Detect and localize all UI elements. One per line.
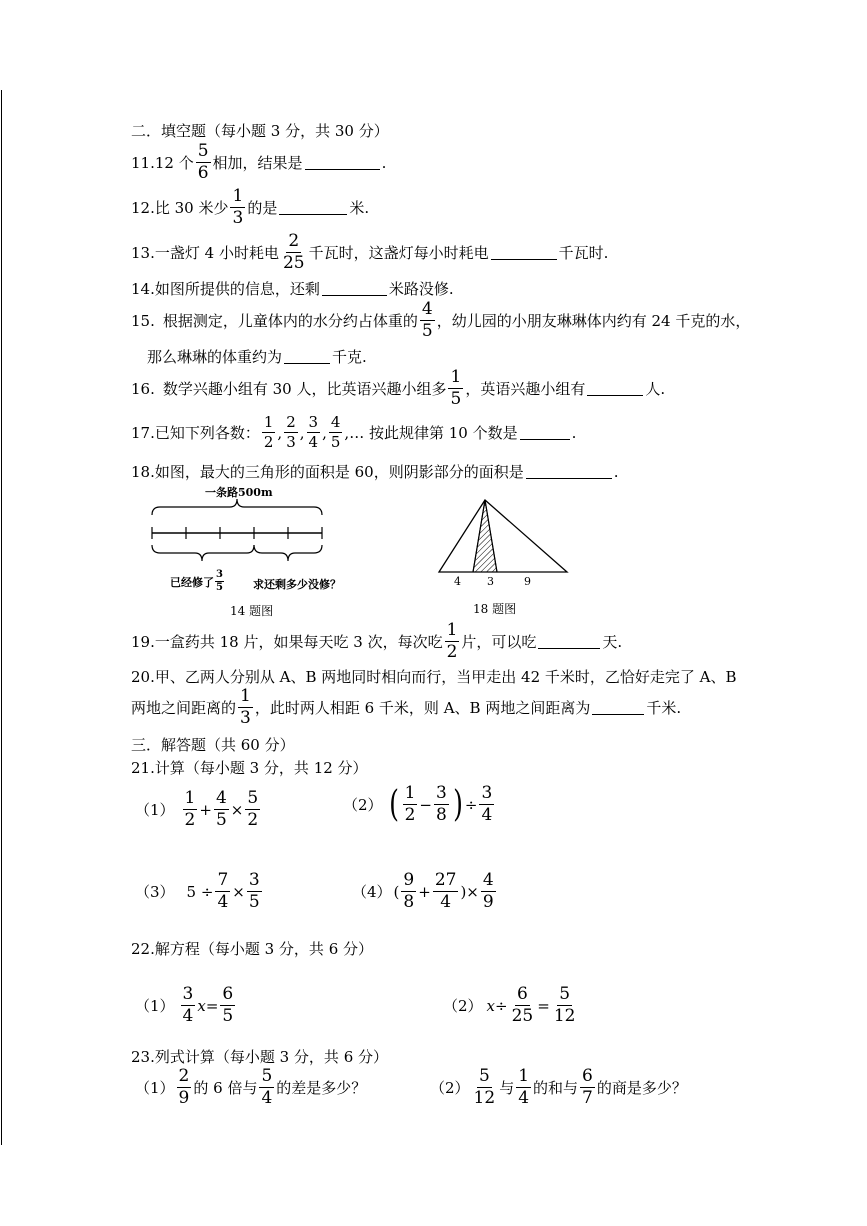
question-15-line2: 那么琳琳的体重约为 千克.: [147, 348, 367, 366]
q21-item-3: （3） 5 ÷ $\frac{7}{4}$ × $\frac{3}{5}$: [135, 870, 260, 912]
fraction: $\frac{5}{6}$: [197, 141, 209, 183]
q23-item-1: （1） $\frac{2}{9}$ 的 6 倍与 $\frac{5}{4}$ 的差是多少？: [135, 1066, 367, 1108]
answer-blank[interactable]: [587, 381, 643, 396]
fig18-caption: 18 题图: [473, 602, 517, 616]
page-left-border: [1, 90, 2, 1145]
top-brace: [152, 499, 322, 515]
question-11: 11. 12 个 $\frac{5}{6}$ 相加，结果是 .: [131, 141, 387, 183]
answer-blank[interactable]: [491, 245, 557, 260]
section2-heading: 二．填空题（每小题 3 分，共 30 分）: [131, 122, 389, 140]
question-15: 15. 根据测定，儿童体内的水分约占体重的 $\frac{4}{5}$ ，幼儿园的小朋友琳琳体内约有 24 千克的水，: [131, 299, 751, 341]
fraction: $\frac{3}{4}$: [308, 413, 319, 451]
question-19: 19. 一盒药共 18 片，如果每天吃 3 次，每次吃 $\frac{1}{2}$ 片，可以吃 天.: [131, 620, 623, 662]
fig14-repaired-label: 已经修了 $\frac{3}{5}$: [170, 569, 223, 593]
fraction: $\frac{1}{3}$: [232, 186, 244, 228]
q21-item-2: （2） ( $\frac{1}{2}$ − $\frac{3}{8}$ ) ÷ $\frac{3}{4}$: [343, 783, 493, 825]
question-20: 20. 甲、乙两人分别从 A、B 两地同时相向而行，当甲走出 42 千米时，乙恰好走完了 A、B: [131, 667, 737, 686]
answer-blank[interactable]: [305, 155, 380, 170]
q21-item-1: （1） $\frac{1}{2}$ + $\frac{4}{5}$ × $\frac{5}{2}$: [135, 788, 259, 830]
fraction: $\frac{4}{5}$: [421, 299, 433, 341]
q23-item-2: （2） $\frac{5}{12}$ 与 $\frac{1}{4}$ 的和与 $\frac{6}{7}$ 的商是多少？: [430, 1066, 687, 1108]
q22-item-1: （1） $\frac{3}{4}$ x = $\frac{6}{5}$: [135, 984, 234, 1026]
answer-blank[interactable]: [279, 200, 347, 215]
q21-item-4: （4） ( $\frac{9}{8}$ + $\frac{27}{4}$ )× $\frac{4}{9}$: [352, 870, 494, 912]
q21-heading: 21.计算（每小题 3 分，共 12 分）: [131, 759, 368, 777]
fraction: $\frac{2}{3}$: [286, 413, 296, 451]
question-17: 17. 已知下列各数： $\frac{1}{2}$ , $\frac{2}{3}$ , $\frac{3}{4}$ , $\frac{4}{5}$ , … 按此规律第 10 个数是 .: [131, 413, 577, 451]
fig14-question: 求还剩多少没修？: [253, 578, 341, 591]
answer-blank[interactable]: [322, 281, 387, 296]
answer-blank[interactable]: [592, 700, 644, 715]
fraction: $\frac{4}{5}$: [330, 413, 341, 451]
fraction: $\frac{1}{5}$: [450, 367, 462, 409]
repaired-brace: [152, 545, 254, 561]
answer-blank[interactable]: [538, 634, 600, 649]
q23-heading: 23.列式计算（每小题 3 分，共 6 分）: [131, 1048, 389, 1066]
segment-label-9: 9: [524, 575, 531, 588]
answer-blank[interactable]: [526, 464, 612, 479]
fig14-top-label: 一条路500m: [205, 486, 273, 499]
q22-heading: 22.解方程（每小题 3 分，共 6 分）: [131, 940, 374, 958]
shaded-triangle: [473, 500, 497, 572]
answer-blank[interactable]: [284, 349, 330, 364]
fraction: $\frac{1}{3}$: [240, 686, 251, 728]
fraction: $\frac{1}{2}$: [263, 413, 274, 451]
fraction: $\frac{3}{5}$: [216, 569, 223, 593]
answer-blank[interactable]: [520, 425, 570, 440]
question-16: 16. 数学兴趣小组有 30 人，比英语兴趣小组多 $\frac{1}{5}$ ，英语兴趣小组有 人.: [131, 367, 666, 409]
question-18: 18. 如图，最大的三角形的面积是 60，则阴影部分的面积是 .: [131, 462, 619, 481]
question-13: 13. 一盏灯 4 小时耗电 $\frac{2}{25}$ 千瓦时，这盏灯每小时耗电 千瓦时.: [131, 231, 609, 273]
question-14: 14. 如图所提供的信息，还剩 米路没修.: [131, 279, 454, 298]
fraction: $\frac{2}{25}$: [282, 231, 305, 273]
segment-label-3: 3: [487, 575, 494, 588]
question-20-line2: 两地之间距离的 $\frac{1}{3}$ ，此时两人相距 6 千米，则 A、B 两地之间距离为 千米.: [131, 686, 682, 728]
segment-label-4: 4: [454, 575, 461, 588]
question-12: 12. 比 30 米少 $\frac{1}{3}$ 的是 米.: [131, 186, 370, 228]
section3-heading: 三．解答题（共 60 分）: [131, 736, 295, 754]
remaining-brace: [254, 545, 322, 561]
fig14-caption: 14 题图: [230, 604, 274, 618]
q22-item-2: （2） x ÷ $\frac{6}{25}$ = $\frac{5}{12}$: [443, 984, 576, 1026]
large-triangle: [439, 500, 567, 572]
fraction: $\frac{1}{2}$: [446, 620, 458, 662]
